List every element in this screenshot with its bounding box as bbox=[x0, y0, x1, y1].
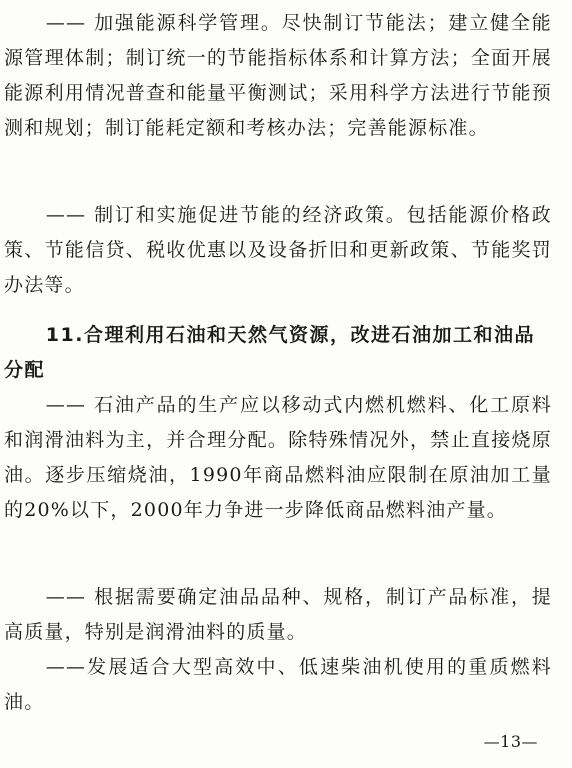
page-number: —13— bbox=[483, 732, 538, 751]
section-heading: 11.合理利用石油和天然气资源，改进石油加工和油品分配 bbox=[4, 324, 535, 381]
paragraph-energy-management: —— 加强能源科学管理。尽快制订节能法；建立健全能源管理体制；制订统一的节能指标体系和计算方法；全面开展能源利用情况普查和能量平衡测试；采用科学方法进行节能预测和规划；制订能耗定额和考核办法；完善能源标准。 bbox=[4, 12, 552, 139]
paragraph-heavy-fuel-oil: ——发展适合大型高效中、低速柴油机使用的重质燃料油。 bbox=[4, 656, 552, 713]
paragraph-economic-policy: —— 制订和实施促进节能的经济政策。包括能源价格政策、节能信贷、税收优惠以及设备折旧和更新政策、节能奖罚办法等。 bbox=[4, 204, 552, 296]
paragraph-oil-quality: —— 根据需要确定油品品种、规格，制订产品标准，提高质量，特别是润滑油料的质量。 bbox=[4, 586, 552, 643]
paragraph-petroleum-products: —— 石油产品的生产应以移动式内燃机燃料、化工原料和润滑油料为主，并合理分配。除特殊情况外，禁止直接烧原油。逐步压缩烧油，1990年商品燃料油应限制在原油加工量的20%以下，2000年力争进一步降低商品燃料油产量。 bbox=[4, 394, 552, 521]
